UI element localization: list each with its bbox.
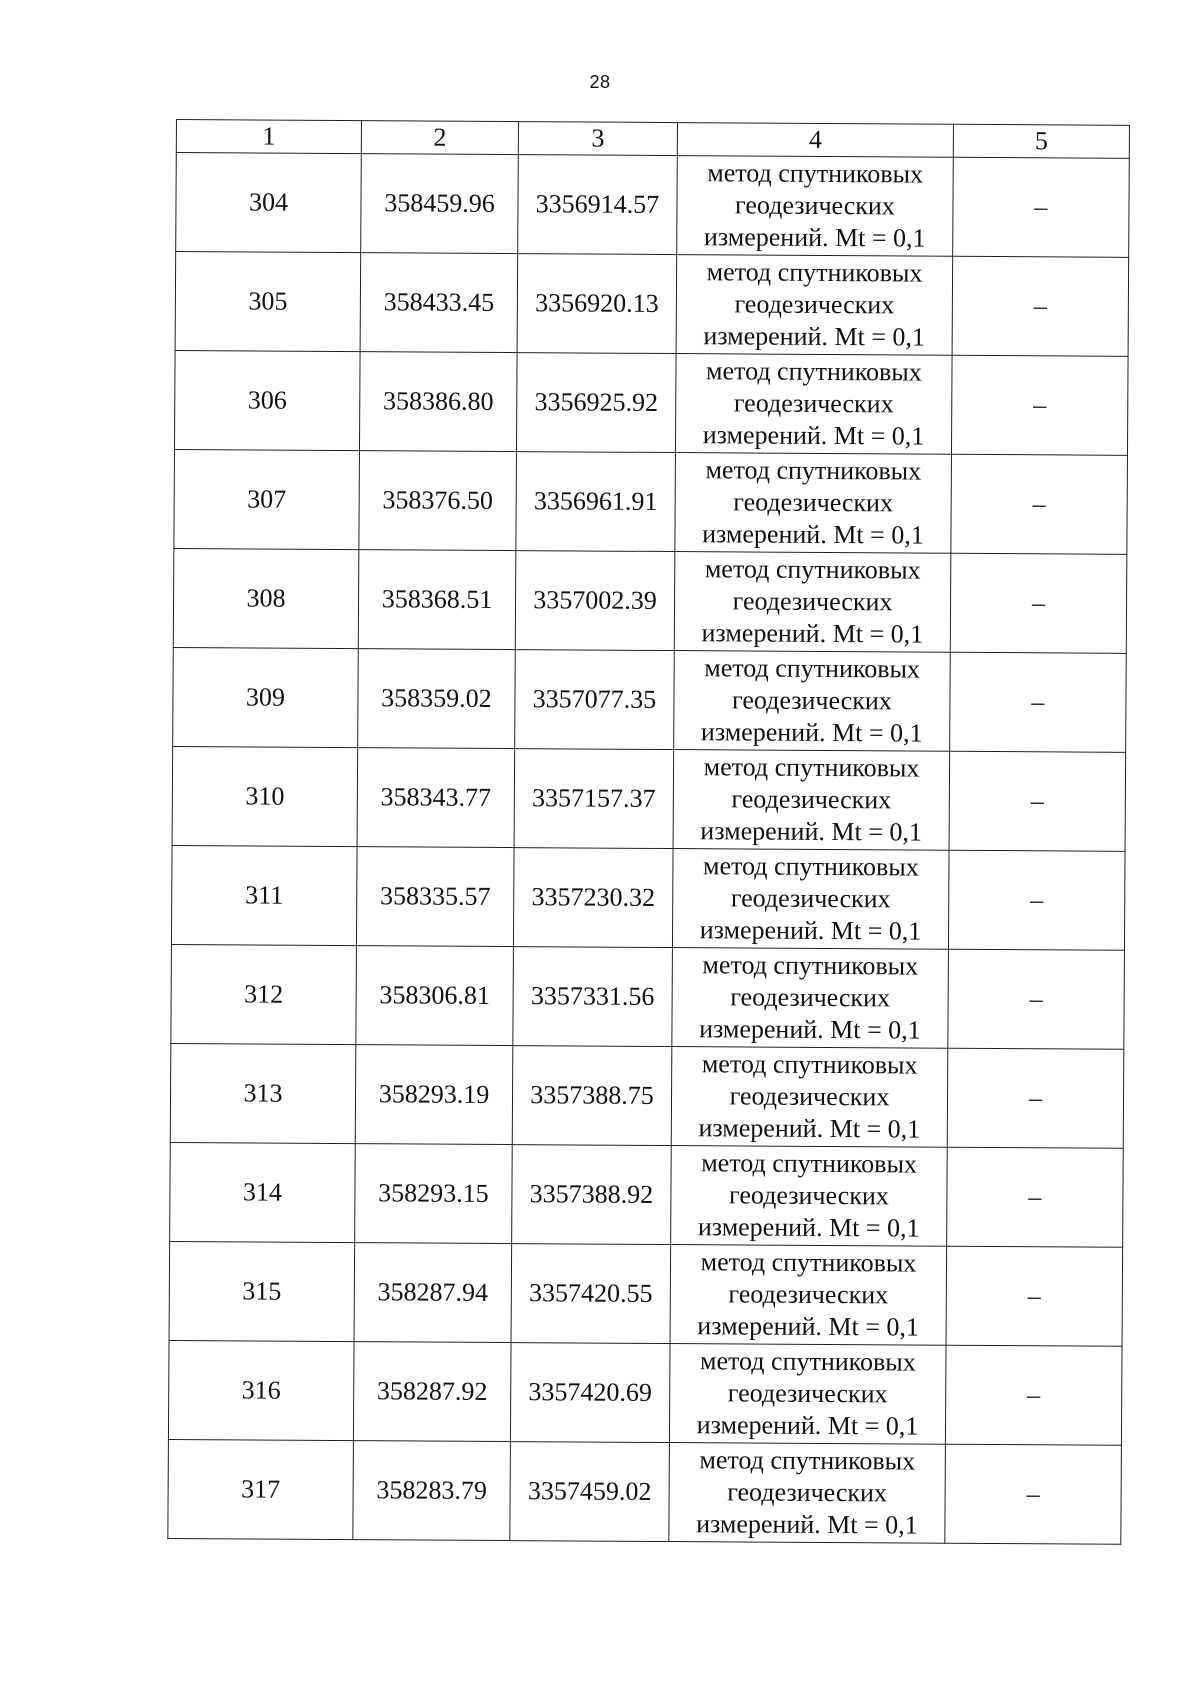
- table-row: [174, 449, 1128, 554]
- note-cell: –: [949, 751, 1126, 851]
- table-row: [173, 548, 1127, 653]
- point-number-cell: 314: [170, 1142, 356, 1242]
- x-coordinate-cell: 358343.77: [357, 748, 515, 848]
- method-cell: метод спутниковых геодезических измерений. Mt = 0,1: [671, 1146, 948, 1247]
- note-cell: –: [950, 652, 1127, 752]
- x-coordinate-cell: 358283.79: [353, 1441, 511, 1541]
- method-cell: метод спутниковых геодезических измерений. Mt = 0,1: [670, 1245, 947, 1346]
- y-coordinate-cell: 3357331.56: [513, 947, 673, 1047]
- page-number: 28: [589, 72, 611, 92]
- note-cell: –: [951, 355, 1128, 455]
- point-number-cell: 315: [169, 1241, 355, 1341]
- method-cell: метод спутниковых геодезических измерений. Mt = 0,1: [677, 156, 954, 257]
- method-cell: метод спутниковых геодезических измерений. Mt = 0,1: [676, 255, 953, 356]
- y-coordinate-cell: 3357230.32: [513, 848, 673, 948]
- method-cell: метод спутниковых геодезических измерений. Mt = 0,1: [674, 651, 951, 752]
- point-number-cell: 305: [175, 252, 361, 352]
- table-row: [168, 1340, 1122, 1445]
- table-row: [170, 1142, 1124, 1247]
- note-cell: –: [945, 1444, 1122, 1544]
- y-coordinate-cell: 3357002.39: [515, 551, 675, 651]
- x-coordinate-cell: 358306.81: [356, 946, 514, 1046]
- x-coordinate-cell: 358335.57: [356, 847, 514, 947]
- method-cell: метод спутниковых геодезических измерений. Mt = 0,1: [675, 354, 952, 455]
- note-cell: –: [952, 256, 1129, 356]
- point-number-cell: 304: [176, 153, 362, 253]
- note-cell: –: [946, 1246, 1123, 1346]
- table-row: [171, 845, 1125, 950]
- note-cell: –: [948, 949, 1125, 1049]
- note-cell: –: [951, 454, 1128, 554]
- y-coordinate-cell: 3357157.37: [514, 749, 674, 849]
- table-row: [169, 1241, 1123, 1346]
- point-number-cell: 306: [174, 350, 360, 450]
- method-cell: метод спутниковых геодезических измерений. Mt = 0,1: [675, 453, 952, 554]
- method-cell: метод спутниковых геодезических измерений. Mt = 0,1: [669, 1344, 946, 1445]
- y-coordinate-cell: 3356920.13: [517, 254, 677, 354]
- column-header: 1: [176, 120, 361, 154]
- note-cell: –: [947, 1147, 1124, 1247]
- table-row: [168, 1439, 1122, 1544]
- y-coordinate-cell: 3357388.92: [512, 1145, 672, 1245]
- x-coordinate-cell: 358368.51: [358, 550, 516, 650]
- note-cell: –: [953, 157, 1130, 257]
- x-coordinate-cell: 358386.80: [359, 352, 517, 452]
- point-number-cell: 313: [170, 1043, 356, 1143]
- y-coordinate-cell: 3356961.91: [516, 452, 676, 552]
- x-coordinate-cell: 358293.15: [355, 1144, 513, 1244]
- point-number-cell: 309: [173, 647, 359, 747]
- y-coordinate-cell: 3357420.55: [511, 1244, 671, 1344]
- table-row: [174, 350, 1128, 455]
- x-coordinate-cell: 358359.02: [358, 649, 516, 749]
- method-cell: метод спутниковых геодезических измерений. Mt = 0,1: [672, 849, 949, 950]
- column-header: 2: [361, 121, 518, 155]
- y-coordinate-cell: 3357459.02: [510, 1442, 670, 1542]
- y-coordinate-cell: 3357420.69: [510, 1343, 670, 1443]
- method-cell: метод спутниковых геодезических измерений. Mt = 0,1: [674, 552, 951, 653]
- point-number-cell: 317: [168, 1439, 354, 1539]
- x-coordinate-cell: 358459.96: [361, 154, 519, 254]
- column-header: 5: [953, 124, 1129, 158]
- table-row: [172, 746, 1126, 851]
- y-coordinate-cell: 3357077.35: [515, 650, 675, 750]
- method-cell: метод спутниковых геодезических измерений. Mt = 0,1: [669, 1443, 946, 1544]
- column-header: 3: [518, 122, 677, 156]
- x-coordinate-cell: 358293.19: [355, 1045, 513, 1145]
- method-cell: метод спутниковых геодезических измерений. Mt = 0,1: [673, 750, 950, 851]
- y-coordinate-cell: 3356925.92: [516, 353, 676, 453]
- table-row: [176, 153, 1130, 258]
- point-number-cell: 308: [173, 548, 359, 648]
- point-number-cell: 316: [168, 1340, 354, 1440]
- table-row: [171, 944, 1125, 1049]
- x-coordinate-cell: 358376.50: [359, 451, 517, 551]
- point-number-cell: 311: [171, 845, 357, 945]
- x-coordinate-cell: 358287.92: [353, 1342, 511, 1442]
- coordinates-table: [167, 119, 1130, 1545]
- method-cell: метод спутниковых геодезических измерений. Mt = 0,1: [672, 948, 949, 1049]
- column-header: 4: [677, 123, 953, 158]
- note-cell: –: [948, 850, 1125, 950]
- table-row: [173, 647, 1127, 752]
- x-coordinate-cell: 358433.45: [360, 253, 518, 353]
- note-cell: –: [947, 1048, 1124, 1148]
- table-row: [170, 1043, 1124, 1148]
- point-number-cell: 307: [174, 449, 360, 549]
- note-cell: –: [945, 1345, 1122, 1445]
- table-row: [175, 252, 1129, 357]
- y-coordinate-cell: 3357388.75: [512, 1046, 672, 1146]
- y-coordinate-cell: 3356914.57: [518, 155, 678, 255]
- method-cell: метод спутниковых геодезических измерений. Mt = 0,1: [671, 1047, 948, 1148]
- note-cell: –: [950, 553, 1127, 653]
- x-coordinate-cell: 358287.94: [354, 1243, 512, 1343]
- point-number-cell: 312: [171, 944, 357, 1044]
- point-number-cell: 310: [172, 746, 358, 846]
